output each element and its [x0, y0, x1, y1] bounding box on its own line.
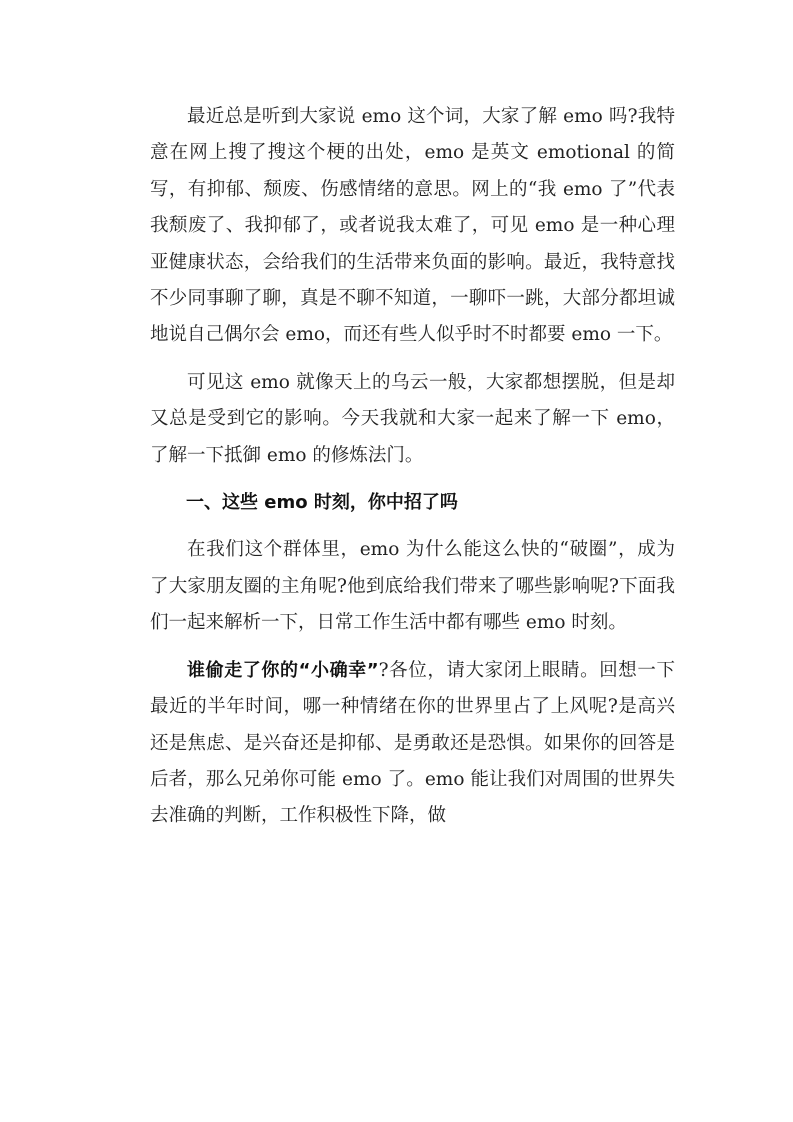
paragraph-third: 在我们这个群体里，emo 为什么能这么快的“破圈”，成为了大家朋友圈的主角呢?他到底给我们带来了哪些影响呢?下面我们一起来解析一下，日常工作生活中都有哪些 emo 时刻。	[150, 539, 675, 634]
document-body	[150, 99, 675, 846]
paragraph-second: 可见这 emo 就像天上的乌云一般，大家都想摆脱，但是却又总是受到它的影响。今天我就和大家一起来了解一下 emo，了解一下抵御 emo 的修炼法门。	[150, 371, 675, 466]
paragraph-fourth	[150, 653, 675, 835]
paragraph-intro: 最近总是听到大家说 emo 这个词，大家了解 emo 吗?我特意在网上搜了搜这个梗的出处，emo 是英文 emotional 的简写，有抑郁、颓废、伤感情绪的意思。网上的“我 emo 了”代表我颓废了、我抑郁了，或者说我太难了，可见 emo 是一种心理亚健康状态，会给我们的生活带来负面的影响。最近，我特意找不少同事聊了聊，真是不聊不知道，一聊吓一跳，大部分都坦诚地说自己偶尔会 emo，而还有些人似乎时不时都要 emo 一下。	[150, 106, 675, 346]
section-heading-1: 一、这些 emo 时刻，你中招了吗	[186, 492, 458, 514]
paragraph-lead-bold: 谁偷走了你的“小确幸”	[187, 659, 379, 681]
paragraph-fourth-body: ?各位，请大家闭上眼睛。回想一下最近的半年时间，哪一种情绪在你的世界里占了上风呢?是高兴还是焦虑、是兴奋还是抑郁、是勇敢还是恐惧。如果你的回答是后者，那么兄弟你可能 emo 了。emo 能让我们对周围的世界失去准确的判断，工作积极性下降，做	[150, 659, 675, 827]
